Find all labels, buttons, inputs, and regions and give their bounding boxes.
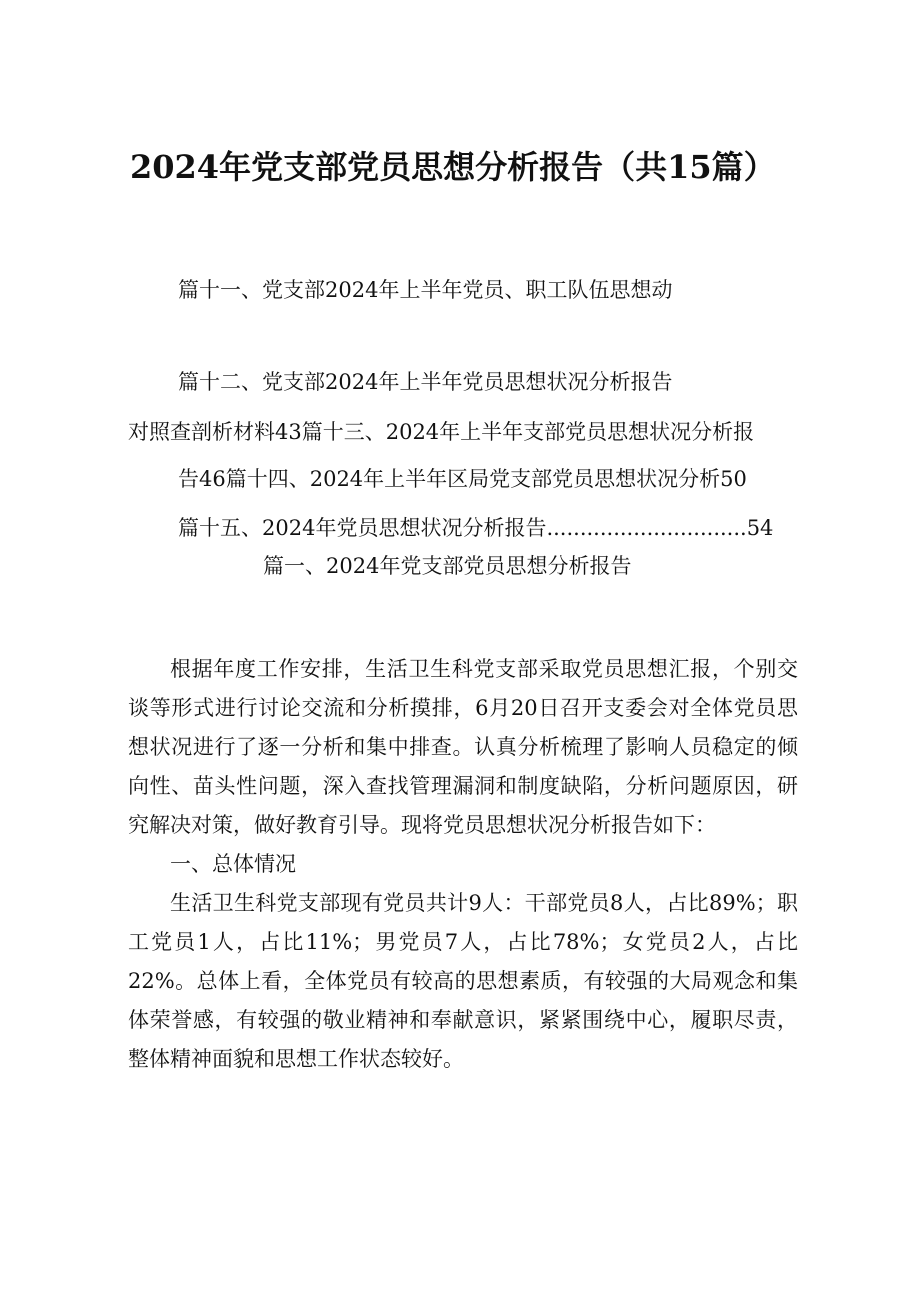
toc-entry: 对照查剖析材料43篇十三、2024年上半年支部党员思想状况分析报 xyxy=(128,420,755,444)
toc-entry: 告46篇十四、2024年上半年区局党支部党员思想状况分析50 xyxy=(178,467,747,491)
toc-entry: 篇十二、党支部2024年上半年党员思想状况分析报告 xyxy=(178,370,673,394)
section-heading: 一、总体情况 xyxy=(170,852,296,876)
body-paragraph: 根据年度工作安排，生活卫生科党支部采取党员思想汇报，个别交谈等形式进行讨论交流和分析摸排，6月20日召开支委会对全体党员思想状况进行了逐一分析和集中排查。认真分析梳理了影响人员稳定的倾向性、苗头性问题，深入查找管理漏洞和制度缺陷，分析问题原因，研究解决对策，做好教育引导。现将党员思想状况分析报告如下： xyxy=(128,657,798,837)
section-title: 篇一、2024年党支部党员思想分析报告 xyxy=(263,554,632,578)
body-paragraph: 生活卫生科党支部现有党员共计9人：干部党员8人，占比89%；职工党员1人，占比11%；男党员7人，占比78%；女党员2人，占比22%。总体上看，全体党员有较高的思想素质，有较强的大局观念和集体荣誉感，有较强的敬业精神和奉献意识，紧紧围绕中心，履职尽责，整体精神面貌和思想工作状态较好。 xyxy=(128,891,798,1071)
document-title: 2024年党支部党员思想分析报告（共15篇） xyxy=(130,148,776,186)
toc-entry: 篇十五、2024年党员思想状况分析报告..............................54 xyxy=(178,516,774,540)
document-body xyxy=(128,650,798,1079)
toc-entry: 篇十一、党支部2024年上半年党员、职工队伍思想动 xyxy=(178,278,673,302)
